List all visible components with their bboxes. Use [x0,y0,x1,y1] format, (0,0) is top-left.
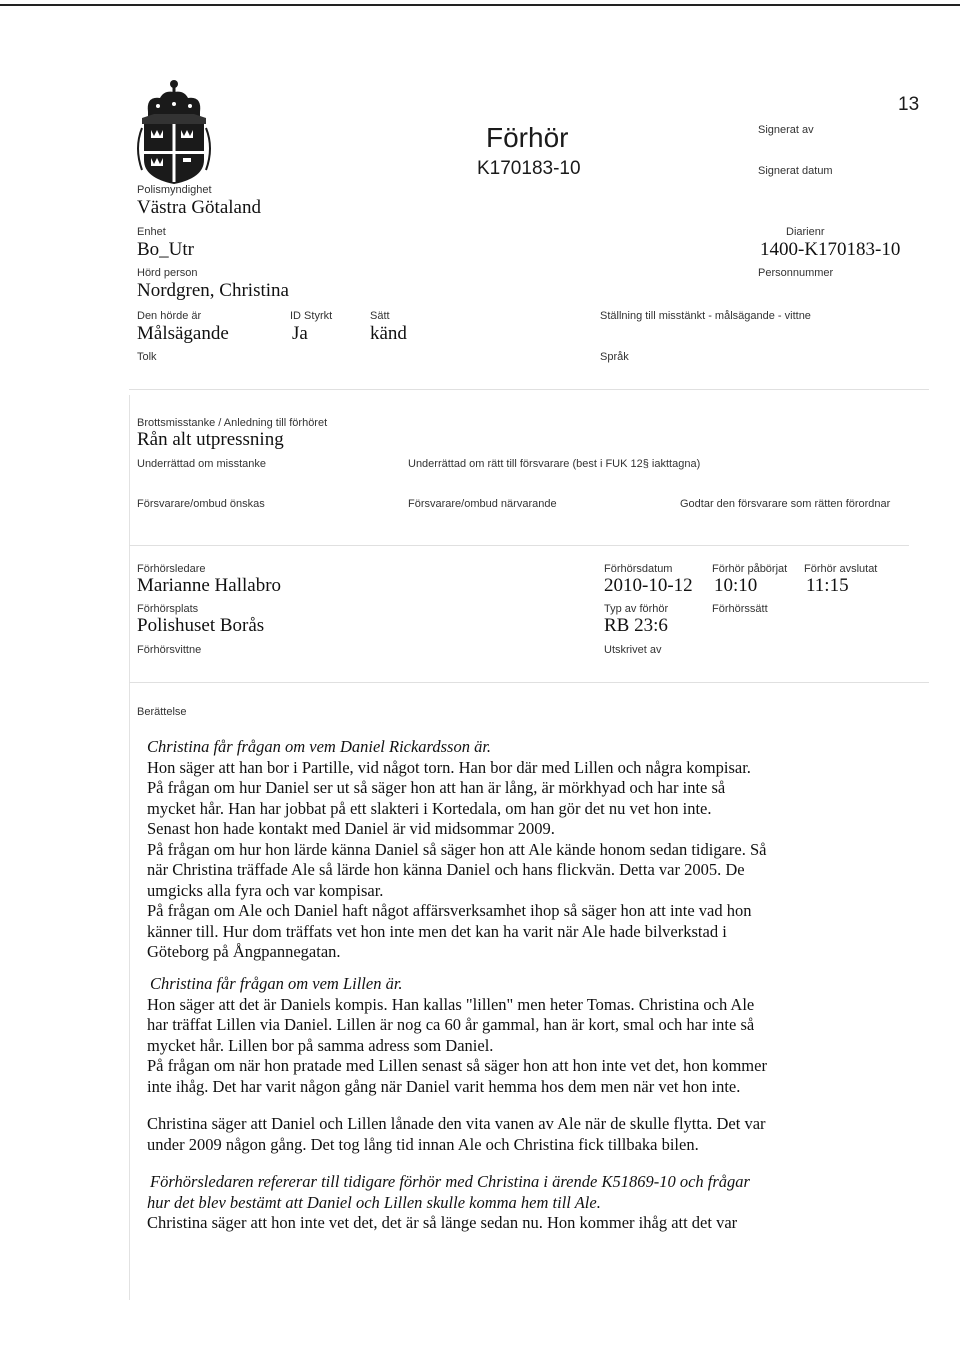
narrative-line: mycket hår. Lillen bor på samma adress som Daniel. [147,1035,494,1055]
defense-present-label: Försvarare/ombud närvarande [408,498,557,510]
page-number: 13 [898,94,920,115]
end-time-label: Förhör avslutat [804,563,878,575]
narrative-line: Hon säger att det är Daniels kompis. Han kallas "lillen" men heter Tomas. Christina och Ale [147,994,755,1014]
narrative-block-4 [147,1172,867,1234]
top-border-line [0,4,960,6]
left-margin-rule [129,395,130,1300]
end-time-value: 11:15 [806,575,849,596]
start-time-label: Förhör påbörjat [712,563,788,575]
date-value: 2010-10-12 [604,575,693,596]
narrative-block-1 [147,737,867,963]
narrative-line: under 2009 någon gång. Det tog lång tid innan Ale och Christina fick tillbaka bilen. [147,1134,699,1154]
police-authority-value: Västra Götaland [137,197,261,218]
coat-of-arms-logo [134,78,214,188]
defense-accepts-label: Godtar den försvarare som rätten förordnar [680,498,891,510]
id-verified-value: Ja [292,323,308,344]
case-number: K170183-10 [477,158,581,179]
narrative-line: mycket hår. Han har jobbat på ett slakteri i Kortedala, om han gör det nu vet hon inte. [147,798,712,818]
place-value: Polishuset Borås [137,615,265,636]
document-title: Förhör [486,122,569,153]
narrative-line: inte ihåg. Det har varit någon gång när Daniel varit hemma hos dem men när vet hon inte. [147,1076,741,1096]
unit-value: Bo_Utr [137,239,194,260]
heard-person-value: Nordgren, Christina [137,280,289,301]
method2-label: Förhörssätt [712,603,768,615]
position-label: Ställning till misstänkt - målsägande - vittne [600,310,811,322]
date-label: Förhörsdatum [604,563,673,575]
registry-value: 1400-K170183-10 [760,239,901,260]
written-by-label: Utskrivet av [604,644,662,656]
suspicion-value: Rån alt utpressning [137,429,284,450]
narrative-line: hur det blev bestämt att Daniel och Lillen skulle komma hem till Ale. [147,1192,601,1212]
type-label: Typ av förhör [604,603,669,615]
narrative-block-2 [147,974,867,1097]
narrative-line: umgicks alla fyra och var kompisar. [147,880,384,900]
suspicion-label: Brottsmisstanke / Anledning till förhöret [137,417,328,429]
registry-label: Diarienr [786,226,825,238]
narrative-line: Christina säger att hon inte vet det, det är så länge sedan nu. Hon kommer ihåg att det var [147,1213,738,1232]
police-authority-label: Polismyndighet [137,184,212,196]
crown-shield-icon [134,78,214,188]
narrative-label: Berättelse [137,706,187,718]
section-divider [129,389,929,390]
signed-date-label: Signerat datum [758,165,833,177]
narrative-line: Christina får frågan om vem Daniel Rickardsson är. [147,737,492,756]
type-value: RB 23:6 [604,615,668,636]
narrative-line: Christina får frågan om vem Lillen är. [150,974,403,993]
section-divider [129,682,929,683]
method-label: Sätt [370,310,390,322]
informed-suspicion-label: Underrättad om misstanke [137,458,266,470]
narrative-line: På frågan om hur hon lärde känna Daniel så säger hon att Ale kände honom sedan tidigare. Så [147,839,767,859]
unit-label: Enhet [137,226,166,238]
place-label: Förhörsplats [137,603,199,615]
narrative-line: Senast hon hade kontakt med Daniel är vid midsommar 2009. [147,819,555,838]
narrative-line: Göteborg på Ångpannegatan. [147,942,341,961]
narrative-line: Christina säger att Daniel och Lillen lånade den vita vanen av Ale när de skulle flytta. Det var [147,1114,766,1133]
narrative-line: Förhörsledaren refererar till tidigare förhör med Christina i ärende K51869-10 och frågar [150,1172,750,1191]
narrative-line: har träffat Lillen via Daniel. Lillen är nog ca 60 år gammal, han är kort, smal och har inte så [147,1015,755,1034]
narrative-line: På frågan om när hon pratade med Lillen senast så säger hon att hon inte vet det, hon kommer [147,1056,767,1075]
interrogator-label: Förhörsledare [137,563,206,575]
heard-as-value: Målsägande [137,323,229,344]
personal-number-label: Personnummer [758,267,834,279]
language-label: Språk [600,351,629,363]
narrative-line: när Christina träffade Ale så lärde hon känna Daniel och hans flickvän. Detta var 2005. De [147,860,745,879]
signed-by-label: Signerat av [758,124,814,136]
heard-person-label: Hörd person [137,267,198,279]
method-value: känd [370,323,407,344]
interpreter-label: Tolk [137,351,157,363]
start-time-value: 10:10 [714,575,758,596]
defense-wanted-label: Försvarare/ombud önskas [137,498,265,510]
narrative-line: känner till. Hur dom träffats vet hon inte men det kan ha varit när Ale hade bilverkstad i [147,921,727,941]
interrogator-value: Marianne Hallabro [137,575,282,596]
narrative-block-3 [147,1114,867,1155]
section-divider [129,545,909,546]
narrative-line: Hon säger att han bor i Partille, vid något torn. Han bor där med Lillen och några kompisar. [147,757,751,777]
heard-as-label: Den hörde är [137,310,202,322]
witness-label: Förhörsvittne [137,644,202,656]
id-verified-label: ID Styrkt [290,310,333,322]
informed-defense-label: Underrättad om rätt till försvarare (best i FUK 12§ iakttagna) [408,458,701,470]
narrative-line: På frågan om hur Daniel ser ut så säger hon att han är lång, är mörkhyad och har inte så [147,778,726,797]
narrative-line: På frågan om Ale och Daniel haft något affärsverksamhet ihop så säger hon att inte vad hon [147,901,752,920]
